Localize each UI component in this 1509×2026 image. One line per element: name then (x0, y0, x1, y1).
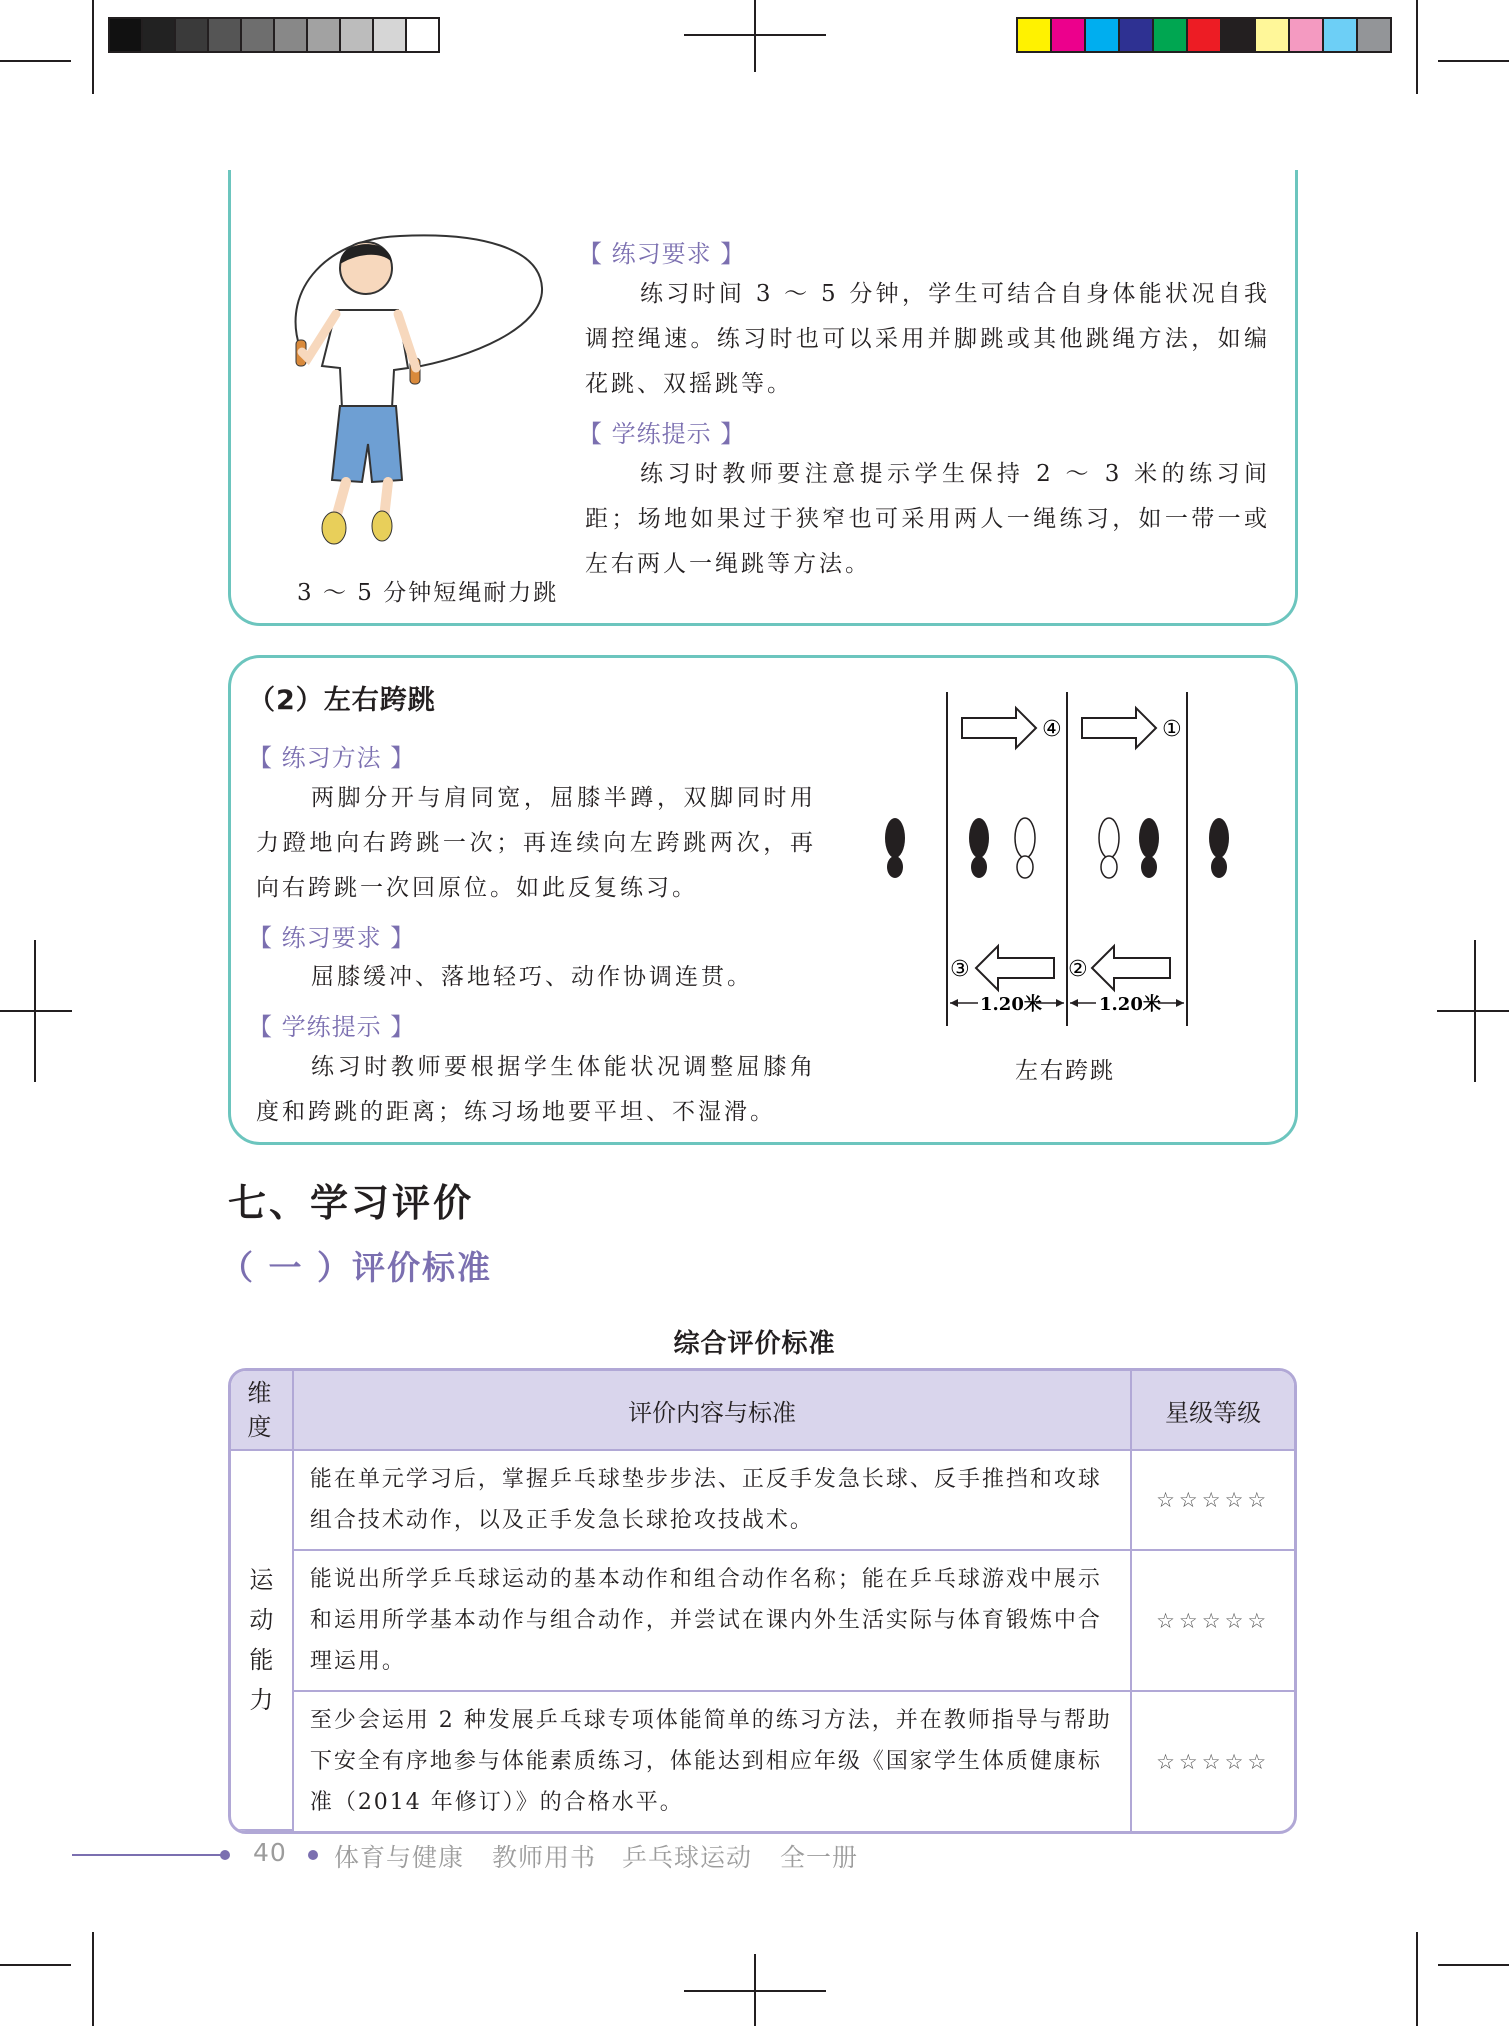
color-swatch (1186, 17, 1222, 53)
crop-mark (0, 1964, 71, 1966)
table-caption: 综合评价标准 (673, 1329, 836, 1359)
header-content: 评价内容与标准 (294, 1371, 1133, 1451)
rope-requirements-text: 练习时间 3 ～ 5 分钟，学生可结合自身体能状况自我调控绳速。练习时也可以采用并脚跳或其他跳绳方法，如编花跳、双摇跳等。 (585, 281, 1270, 397)
table-row (231, 1551, 1294, 1692)
arrow-left-icon (976, 946, 1054, 990)
color-swatch (1322, 17, 1358, 53)
jump-requirements-heading: 【 练习要求 】 (248, 924, 416, 952)
grayscale-swatch (108, 17, 143, 53)
table-row (231, 1451, 1294, 1551)
jump-requirements-text: 屈膝缓冲、落地轻巧、动作协调连贯。 (311, 964, 753, 990)
section-title: 七、学习评价 (228, 1181, 475, 1225)
crop-mark (0, 60, 71, 62)
step-label-3: ③ (950, 957, 970, 982)
crop-mark (1438, 60, 1509, 62)
footprint-outline-icon (1015, 818, 1035, 878)
footer-dot (220, 1850, 230, 1860)
grayscale-swatch (207, 17, 242, 53)
arrow-right-icon (962, 708, 1036, 748)
color-swatch (1118, 17, 1154, 53)
footprint-icon (1209, 818, 1229, 878)
subject: 乒乓球运动 (622, 1843, 753, 1872)
arrow-right-icon (1082, 708, 1156, 748)
arrow-left-icon (1092, 946, 1170, 990)
dimension-cell: 运动能力 (231, 1451, 294, 1831)
rope-tips-text: 练习时教师要注意提示学生保持 2 ～ 3 米的练习间距；场地如果过于狭窄也可采用两人一绳练习，如一带一或左右两人一绳跳等方法。 (585, 461, 1270, 577)
crop-mark (1416, 1932, 1418, 2026)
rope-tips-heading: 【 学练提示 】 (578, 420, 746, 448)
method-heading: 【 练习方法 】 (248, 744, 416, 772)
criteria-cell: 至少会运用 2 种发展乒乓球专项体能简单的练习方法，并在教师指导与帮助下安全有序地参与体能素质练习，体能达到相应年级《国家学生体质健康标准（2014 年修订）》的合格水平。 (294, 1692, 1133, 1831)
crop-mark (684, 34, 826, 36)
crop-mark (754, 0, 756, 72)
footprint-icon (1139, 818, 1159, 878)
page-number: 40 (253, 1838, 287, 1867)
distance-label: 1.20米 (1099, 994, 1161, 1015)
footprint-icon (885, 818, 905, 878)
boy-jumping-rope-illustration (270, 218, 560, 558)
crop-mark (1416, 0, 1418, 94)
criteria-cell: 能在单元学习后，掌握乒乓球垫步步法、正反手发急长球、反手推挡和攻球组合技术动作，以及正手发急长球抢攻技战术。 (294, 1451, 1133, 1551)
grayscale-swatch (372, 17, 407, 53)
side-jump-title: （2）左右跨跳 (248, 685, 436, 716)
footer-rule (72, 1854, 222, 1856)
star-rating: ☆☆☆☆☆ (1156, 1749, 1271, 1774)
color-swatch (1050, 17, 1086, 53)
crop-mark (92, 1932, 94, 2026)
rope-requirements-heading: 【 练习要求 】 (578, 240, 746, 268)
side-jump-caption: 左右跨跳 (1015, 1058, 1115, 1084)
color-swatch (1288, 17, 1324, 53)
color-swatch (1084, 17, 1120, 53)
crop-mark (1437, 1010, 1509, 1012)
footprint-outline-icon (1099, 818, 1119, 878)
footer-dot (308, 1850, 318, 1860)
subsection-title: （ 一 ）评价标准 (220, 1248, 492, 1287)
step-label-4: ④ (1042, 717, 1062, 742)
book-type: 教师用书 (492, 1843, 597, 1872)
grayscale-swatch (174, 17, 209, 53)
grayscale-swatch (273, 17, 308, 53)
grayscale-swatch (306, 17, 341, 53)
step-label-2: ② (1068, 957, 1088, 982)
color-swatch (1016, 17, 1052, 53)
crop-mark (0, 1010, 72, 1012)
side-jump-diagram (870, 690, 1240, 1030)
table-header-row (231, 1371, 1294, 1451)
color-swatch (1356, 17, 1392, 53)
table-row (231, 1692, 1294, 1831)
evaluation-table (228, 1368, 1297, 1834)
method-text: 两脚分开与肩同宽，屈膝半蹲，双脚同时用力蹬地向右跨跳一次；再连续向左跨跳两次，再向右跨跳一次回原位。如此反复练习。 (256, 785, 816, 901)
star-rating: ☆☆☆☆☆ (1132, 1551, 1294, 1692)
grayscale-swatch (141, 17, 176, 53)
header-rating: 星级等级 (1132, 1371, 1294, 1451)
book-title: 体育与健康 (334, 1843, 465, 1872)
volume: 全一册 (780, 1843, 859, 1872)
color-swatch (1254, 17, 1290, 53)
step-label-1: ① (1162, 717, 1182, 742)
star-rating: ☆☆☆☆☆ (1132, 1451, 1294, 1551)
jump-tips-text: 练习时教师要根据学生体能状况调整屈膝角度和跨跳的距离；练习场地要平坦、不湿滑。 (256, 1054, 816, 1125)
grayscale-swatch (240, 17, 275, 53)
crop-mark (1438, 1964, 1509, 1966)
jump-tips-heading: 【 学练提示 】 (248, 1013, 416, 1041)
grayscale-swatch (339, 17, 374, 53)
criteria-cell: 能说出所学乒乓球运动的基本动作和组合动作名称；能在乒乓球游戏中展示和运用所学基本动作与组合动作，并尝试在课内外生活实际与体育锻炼中合理运用。 (294, 1551, 1133, 1692)
crop-mark (684, 1990, 826, 1992)
header-dimension: 维度 (231, 1371, 294, 1451)
footprint-icon (969, 818, 989, 878)
color-swatch (1220, 17, 1256, 53)
grayscale-swatch (405, 17, 440, 53)
distance-label: 1.20米 (980, 994, 1042, 1015)
rope-jump-caption: 3 ～ 5 分钟短绳耐力跳 (297, 580, 559, 606)
crop-mark (92, 0, 94, 94)
color-swatch (1152, 17, 1188, 53)
